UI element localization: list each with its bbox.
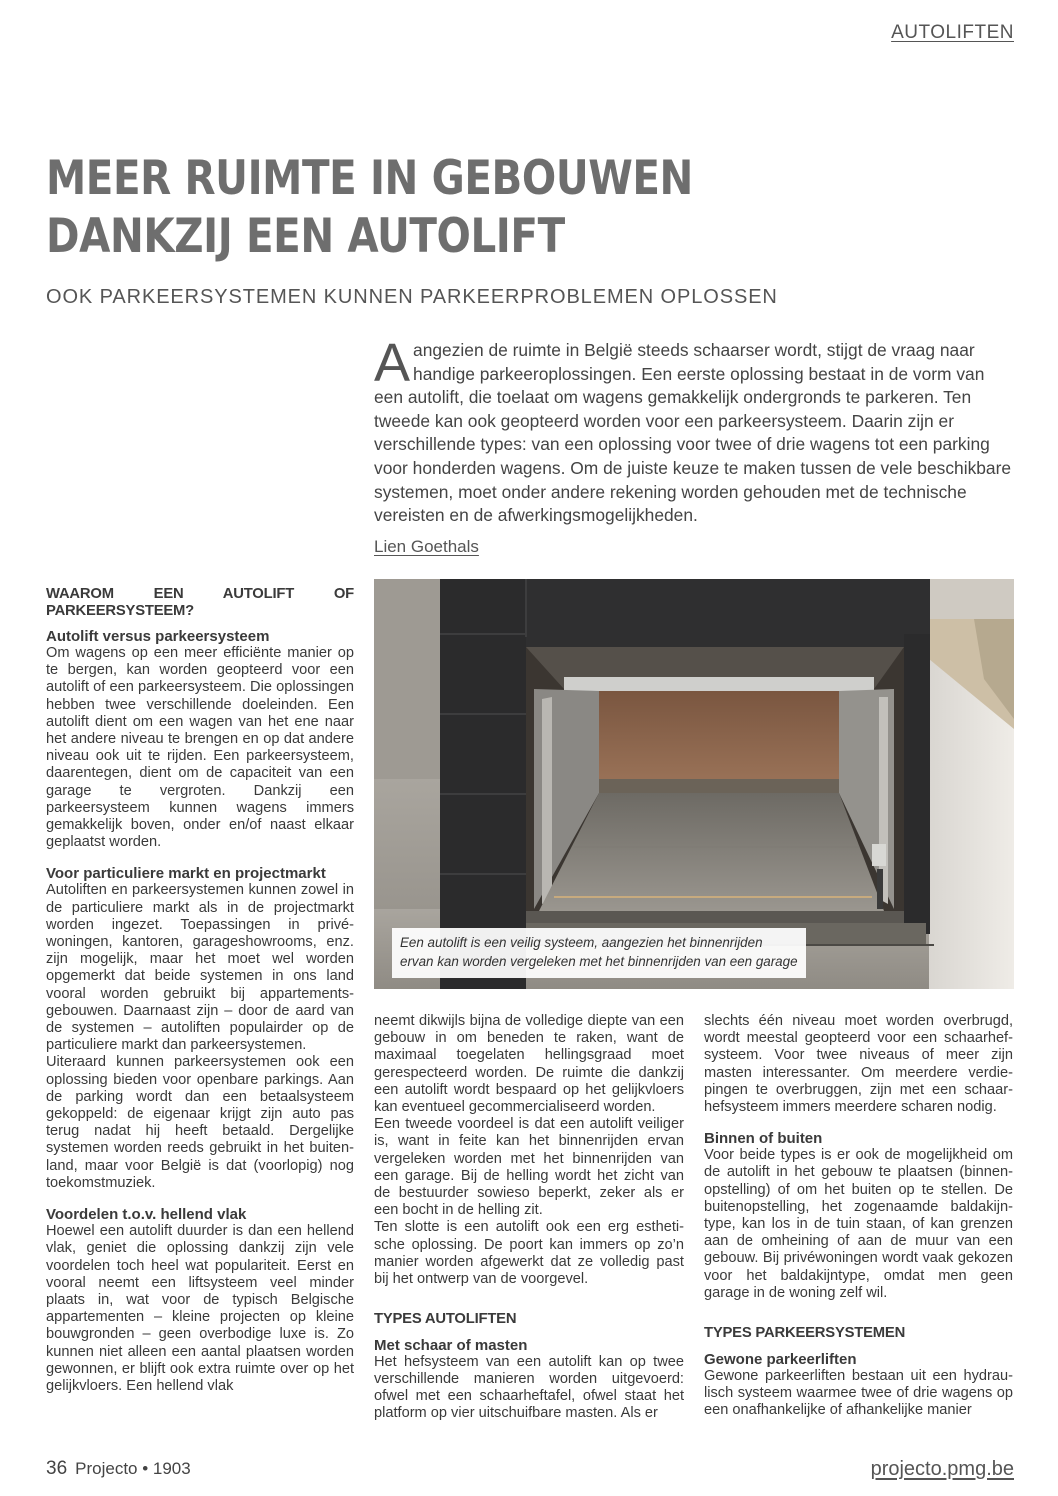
paragraph: slechts één niveau moet worden overbrugd, wordt meestal geopteerd voor een schaarhefsysteem. Voor twee niveaus of meer zijn masten interessanter. Om meerdere verdiepingen te overbruggen, zijn met een schaarhefsysteem immers meerdere scharen nodig.	[704, 1013, 1013, 1116]
page-number: 36	[46, 1458, 68, 1479]
footer-url-link[interactable]: projecto.pmg.be	[870, 1458, 1014, 1480]
heading-types-parkeersystemen: TYPES PARKEERSYSTEMEN	[704, 1325, 906, 1342]
paragraph: Ten slotte is een autolift ook een erg esthetische oplossing. De poort kan immers op zo’n manier worden afgewerkt dat ze volledig past bij het ontwerp van de voorgevel.	[374, 1219, 684, 1288]
footer-publication	[46, 1458, 191, 1480]
column-3	[704, 1013, 1013, 1419]
column-1	[46, 586, 354, 1395]
paragraph: Het hefsysteem van een autolift kan op twee verschillende manieren worden uitgevoerd: ofwel met een schaarheftafel, ofwel staat het platform op vier uitschuifbare masten. Als er	[374, 1353, 684, 1422]
publication-name: Projecto • 1903	[75, 1459, 191, 1478]
title-line-1: MEER RUIMTE IN GEBOUWEN	[46, 151, 693, 206]
subheading-parking-lifts: Gewone parkeerliften	[704, 1350, 857, 1368]
column-2	[374, 1013, 684, 1423]
section-tag[interactable]: AUTOLIFTEN	[891, 22, 1014, 43]
paragraph: Uiteraard kunnen parkeersystemen ook een oplossing bieden voor openbare parkings. Aan de parking wordt dan een betaalsysteem gekoppeld: de eigenaar krijgt zijn auto pas terug nadat hij heeft betaald. Dergelijke systemen worden reeds gebruikt in het buitenland, maar voor België is dat (voorlopig) nog toekomstmuziek.	[46, 1054, 354, 1191]
article-subtitle: OOK PARKEERSYSTEMEN KUNNEN PARKEERPROBLEMEN OPLOSSEN	[46, 286, 778, 308]
subheading-autolift-vs-parking: Autolift versus parkeersysteem	[46, 628, 270, 645]
paragraph: Voor beide types is er ook de mogelijkheid om de autolift in het gebouw te plaatsen (binnenopstelling) of om het buiten op te stellen. De buitenopstelling, het zogenaamde baldakijntype, kan los in de tuin staan, of kan grenzen aan de omheining of aan de muur van een gebouw. Bij privéwoningen wordt vaak gekozen voor het baldakijntype, omdat men geen garage in de woning zelf wil.	[704, 1147, 1013, 1301]
author-link[interactable]: Lien Goethals	[374, 537, 479, 556]
subheading-advantages: Voordelen t.o.v. hellend vlak	[46, 1206, 247, 1224]
subheading-scissor-or-masts: Met schaar of masten	[374, 1336, 528, 1354]
subheading-inside-outside: Binnen of buiten	[704, 1130, 823, 1148]
paragraph: Om wagens op een meer efficiënte manier op te bergen, kan worden geopteerd voor een autolift of een parkeersysteem. Die oplossingen hebben twee verschillende doeleinden. Een autolift dient om een wagen van het ene naar het andere niveau te brengen en op dat andere niveau ook uit te rijden. Een parkeersysteem, daarentegen, dient om de capaciteit van een garage te vergroten. Dankzij een parkeersysteem kunnen wagens immers gemakkelijk boven, onder en/of naast elkaar geplaatst worden.	[46, 645, 354, 851]
article-intro	[374, 333, 1014, 528]
heading-why: WAAROM EEN AUTOLIFT OF PARKEERSYSTEEM?	[46, 586, 354, 619]
intro-text: angezien de ruimte in België steeds schaarser wordt, stijgt de vraag naar handige parkeeroplossingen. Een eerste oplossing bestaat in de vorm van een autolift, die toelaat om wagens gemakkelijk ondergronds te parkeren. Ten tweede kan ook geopteerd worden voor een parkeersysteem. Daarin zijn er verschillende types: van een oplossing voor twee of drie wagens tot een parking voor honderden wagens. Om de juiste keuze te maken tussen de vele beschikbare systemen, moet onder andere rekening worden gehouden met de technische vereisten en de afwerkingsmogelijkheden.	[374, 340, 1012, 526]
paragraph: Autoliften en parkeersystemen kunnen zowel in de particuliere markt als in de projectmarkt worden ingezet. Toepassingen in privéwoningen, kantoren, garageshowrooms, enz. zijn mogelijk, maar het moet wel worden opgemerkt dat beide systemen in ons land vooral worden gebruikt bij appartementsgebouwen. Daarnaast zijn – door de aard van de systemen – autoliften populairder op de particuliere markt dan parkeersystemen.	[46, 882, 354, 1054]
article-title	[46, 150, 820, 266]
photo-caption: Een autolift is een veilig systeem, aangezien het binnenrijden ervan kan worden vergeleken met het binnenrijden van een garage	[392, 928, 806, 978]
subheading-markets: Voor particuliere markt en projectmarkt	[46, 865, 326, 883]
paragraph: Gewone parkeerliften bestaan uit een hydraulisch systeem waarmee twee of drie wagens op een onafhankelijke of afhankelijke manier	[704, 1367, 1013, 1418]
intro-dropcap: A	[374, 333, 411, 393]
paragraph: Een tweede voordeel is dat een autolift veiliger is, want in feite kan het binnenrijden ervan vergeleken worden met het binnenrijden van een garage. Bij de helling wordt het zicht van de bestuurder sowieso beperkt, zeker als er een bocht in de helling zit.	[374, 1116, 684, 1219]
paragraph: Hoewel een autolift duurder is dan een hellend vlak, geniet die oplossing dankzij zijn vele voordelen toch heel wat populariteit. Eerst en vooral neemt een liftsysteem veel minder plaats in, wat voor de typisch Belgische appartementen – kleine projecten op kleine bouwgronden – geen overbodige luxe is. Zo kunnen niet alleen een aantal plaatsen worden gewonnen, er blijft ook extra ruimte over op het gelijkvloers. Een hellend vlak	[46, 1223, 354, 1394]
paragraph: neemt dikwijls bijna de volledige diepte van een gebouw in om beneden te raken, want de maximaal toegelaten hellingsgraad moet gerespecteerd worden. De ruimte die dankzij een autolift wordt bespaard op het gelijkvloers kan eventueel gecommercialiseerd worden.	[374, 1013, 684, 1116]
heading-types-autoliften: TYPES AUTOLIFTEN	[374, 1311, 517, 1328]
title-line-2: DANKZIJ EEN AUTOLIFT	[46, 209, 565, 264]
